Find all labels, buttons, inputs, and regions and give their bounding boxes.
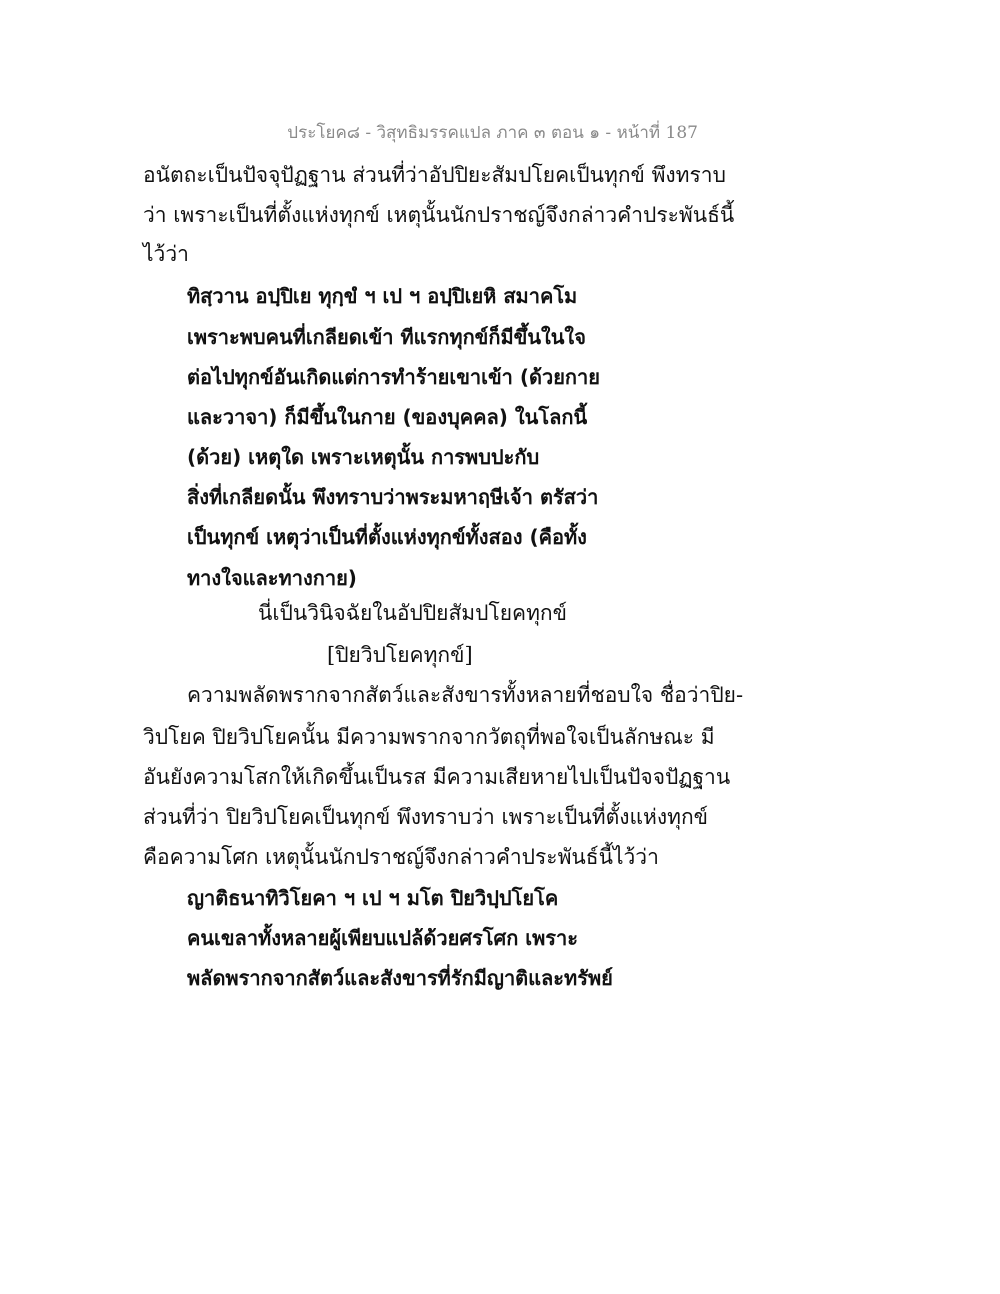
verse-line: และวาจา) ก็มีขึ้นในกาย (ของบุคคล) ในโลกนี้ [187,405,588,429]
verse-line: ต่อไปทุกข์อันเกิดแต่การทำร้ายเขาเข้า (ด้วยกาย [187,365,600,389]
page-header: ประโยค๘ - วิสุทธิมรรคแปล ภาค ๓ ตอน ๑ - หน้าที่ 187 [287,123,698,143]
verse-line: เป็นทุกข์ เหตุว่าเป็นที่ตั้งแห่งทุกข์ทั้งสอง (คือทั้ง [187,525,587,549]
text-line: ว่า เพราะเป็นที่ตั้งแห่งทุกข์ เหตุนั้นนักปราชญ์จึงกล่าวคำประพันธ์นี้ [143,203,735,227]
text-line: คือความโศก เหตุนั้นนักปราชญ์จึงกล่าวคำประพันธ์นี้ไว้ว่า [143,845,659,869]
verse-line: สิ่งที่เกลียดนั้น พึงทราบว่าพระมหาฤษีเจ้า ตรัสว่า [187,485,599,509]
text-line: ความพลัดพรากจากสัตว์และสังขารทั้งหลายที่ชอบใจ ชื่อว่าปิย- [187,683,744,707]
text-line: วิปโยค ปิยวิปโยคนั้น มีความพรากจากวัตถุที่พอใจเป็นลักษณะ มี [143,725,715,749]
closing-line: นี่เป็นวินิจฉัยในอัปปิยสัมปโยคทุกข์ [258,601,568,625]
text-line: ส่วนที่ว่า ปิยวิปโยคเป็นทุกข์ พึงทราบว่า เพราะเป็นที่ตั้งแห่งทุกข์ [143,805,709,829]
section-title: [ปิยวิปโยคทุกข์] [327,643,473,667]
verse-line: ทิสฺวาน อปฺปิเย ทุกฺขํ ฯ เป ฯ อปฺปิเยหิ สมาคโม [187,284,578,308]
text-line: อนัตถะเป็นปัจจุปัฏฐาน ส่วนที่ว่าอัปปิยะสัมปโยคเป็นทุกข์ พึงทราบ [143,163,726,187]
verse-line: เพราะพบคนที่เกลียดเข้า ทีแรกทุกข์ก็มีขึ้นในใจ [187,325,586,349]
verse-line: พลัดพรากจากสัตว์และสังขารที่รักมีญาติและทรัพย์ [187,966,613,990]
text-line: อันยังความโสกให้เกิดขึ้นเป็นรส มีความเสียหายไปเป็นปัจจปัฏฐาน [143,765,731,789]
verse-line: ทางใจและทางกาย) [187,566,357,590]
verse-line: คนเขลาทั้งหลายผู้เพียบแปล้ด้วยศรโศก เพราะ [187,926,578,950]
verse-line: ญาติธนาทิวิโยคา ฯ เป ฯ มโต ปิยวิปฺปโยโค [187,886,559,910]
verse-line: (ด้วย) เหตุใด เพราะเหตุนั้น การพบปะกับ [187,445,540,469]
text-line: ไว้ว่า [143,242,189,266]
